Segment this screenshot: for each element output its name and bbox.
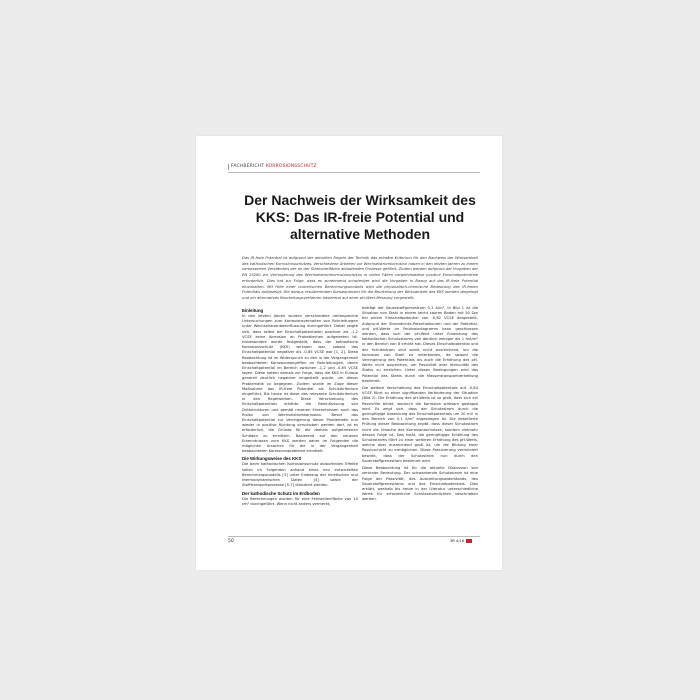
footer-divider — [228, 536, 480, 537]
section-rubric — [228, 164, 317, 170]
paragraph: Die beim kathodischen Korrosionsschutz ablaufenden Effekte sollen im Folgenden anhand eines neu entwickelten Berechnungsmodells [3] unter Einbezug der kinetischen und thermodynamischen Daten [4] sowie der Stofftransportprozesse [5-7] diskutiert werden. — [242, 462, 358, 488]
heading-wirkungsweise: Die Wirkungsweise des KKS — [242, 456, 302, 462]
paragraph: beträgt der Sauerstoffgrenzstrom 0,1 A/m². In Bild 1 ist die Situation von Stahl in einem leicht sauren Boden mit 50 Ωm bei einem Einschaltpotential von -0,82 VCSE dargestellt. Aufgrund der Stromdichte-Potentialkurven und der Potential- und pH-Werte im Pourbaixdiagramm kann geschlossen werden, dass sich der pH-Wert unter Einwirkung des kathodischen Schutzstroms von deutlich weniger als 1 mA/m² in den Bereich von 8 erhöht hat. Dieses Einschaltpotential und der Schutzstrom sind somit nicht ausreichend, um die Korrosion von Stahl zu unterbinden, da sowohl die Verringerung des Potentials als auch die Erhöhung des pH-Werts nicht ausreichen, um Passivität oder Immunität des Stahls zu erreichen. Unter diesen Bedingungen wird das Potential des Stahls durch die Massentransportverkettung bestimmt. — [362, 306, 478, 383]
heading-einleitung: Einleitung — [242, 308, 264, 313]
article-intro: Das IR-freie Potential ist aufgrund der aktuellen Regeln der Technik das primäre Kriterium für den Nachweis der Wirksamkeit des kathodischen Korrosionsschutzes. Verschiedene Arbeiten zur Wechselstromkorrosion haben in den letzten Jahren zu einem verbesserten Verständnis der an der Stahloberfläche ablaufenden Prozesse geführt. Zudem werden aufgrund der Vorgaben der EN 15280 zur Verringerung des Wechselstromkorrosionsrisikos in vielen Fällen vergleichsweise positive Einschaltpotentiale erforderlich. Dies hat zur Folge, dass es zunehmend schwieriger wird die Vorgaben in Bezug auf das IR-freie Potential einzuhalten. Mit Hilfe einer numerischen Berechnungsmodells wird die physikalisch-chemische Bedeutung des IR-freien Potentials aufgezeigt. Die daraus resultierenden Konsequenzen für die Beurteilung der Wirksamkeit des KKS werden dargelegt und ein alternatives Beurteilungsverfahren basierend auf einer pH-Wert-Messung vorgestellt. — [242, 256, 478, 300]
magazine-label — [450, 539, 472, 543]
article-title: Der Nachweis der Wirksamkeit des KKS: Das IR-freie Potential und alternative Methoden — [244, 192, 476, 242]
rubric-accent: KORROSIONSSCHUTZ — [265, 164, 317, 169]
paragraph: Die Berechnungen wurden für eine Fehlstellenfläche von 10 cm² durchgeführt. Wenn nicht anders vermerkt, — [242, 496, 358, 506]
magazine-issue: 3R 4/16 — [450, 539, 464, 543]
document-page — [196, 136, 502, 570]
paragraph: Die weitere Verschiebung des Einschaltpotentials auf -0,84 VCSE führt zu einer signifikanten Veränderung der Situation (Bild 2). Die Erhöhung des pH-Werts ist so groß, dass sich ein Passivfilm bildet, wodurch die Korrosion wirksam gestoppt wird. Es zeigt sich, dass der Schutzstrom durch die geringfügige Absenkung des Einschaltpotentials um 20 mV in den Bereich von 0,1 A/m² angestiegen ist. Die detaillierte Prüfung dieser Beobachtung ergibt, dass dieser Schutzstrom nicht die Ursache des Korrosionsschutzes, sondern vielmehr dessen Folge ist. Das heißt, die geringfügige Erhöhung des Schutzstroms führt zu einer weiteren Erhöhung des pH-Werts, welche aber ausreichend groß ist, um die Bildung einer Passivschicht zu ermöglichen. Diese Passivierung vermindert bewirkt, dass der Schutzstrom nun durch den Sauerstoffgrenzstrom bestimmt wird. — [362, 386, 478, 463]
left-column — [242, 308, 358, 509]
rubric-main: FACHBERICHT — [231, 164, 265, 169]
heading-erdboden: Der kathodische Schutz im Erdboden — [242, 490, 320, 496]
right-column — [362, 306, 478, 505]
paragraph: Diese Beobachtung ist für die aktuelle Diskussion von zentraler Bedeutung. Der schwankende Schutzstrom ist eine Folge der Passivität, des Ausbreitungswiderstands, des Sauerstoffgrenzstroms und des Einschaltpotentials. Dies erklärt, weshalb bis heute in der Literatur unterschiedliche Werte für erforderliche Schutzstromdichten beschrieben werden. — [362, 466, 478, 502]
magazine-logo-icon — [466, 539, 472, 543]
page-number: 50 — [228, 539, 234, 544]
header-divider — [228, 172, 480, 173]
paragraph: In den letzten Jahren wurden verschiedene umfangreiche Untersuchungen zum Korrosionsverhalten von Rohrleitungen unter Wechselstrombeeinflussung durchgeführt. Dabei zeigte sich, dass selbst bei Einschaltpotentialen positiver als -1,2 VCSE keine Korrosion an Probeblechen aufgetreten ist. Insbesondere wurde festgestellt, dass der kathodische Korrosionsschutz (KKS) wirksam war, sobald das Einschaltpotential negativer als -0,85 VCSE war [1, 2]. Diese Beobachtung ist im Widerspruch zu den in der Vergangenheit beobachteten Korrosionsangriffen an Rohrleitungen, deren Einschaltpotential im Bereich zwischen -1,2 und -0,85 VCSE lagen. Diese hatten damals zur Folge, dass die KKS in Europa generell deutlich negativer eingestellt wurde, um dieser Problematik zu begegnen. Zudem wurde im Zuge dieser Maßnahme das IR-freie Potential als Schutzkriterium eingeführt. Bis heute ist diese das relevante Schutzkriterium in den Regelwerken. Diese Verschiebung des Einschaltpotentials erhöhte die Beeinflussung von Drittstrukturen und gemäß neueren Erkenntnissen auch das Risiko von Wechselstromkorrosion. Bevor das Einschaltpotential zur Verringerung dieser Problematik nun wieder in positive Richtung verschoben werden darf, ist es erforderlich, die Gründe für die damals aufgetretenen Schäden zu ermitteln. Basierend auf den neueren Erkenntnissen zum KKS werden daher im Folgenden die möglichen Ursachen für die in der Vergangenheit beobachteten Korrosionsprobleme ermittelt. — [242, 314, 358, 454]
